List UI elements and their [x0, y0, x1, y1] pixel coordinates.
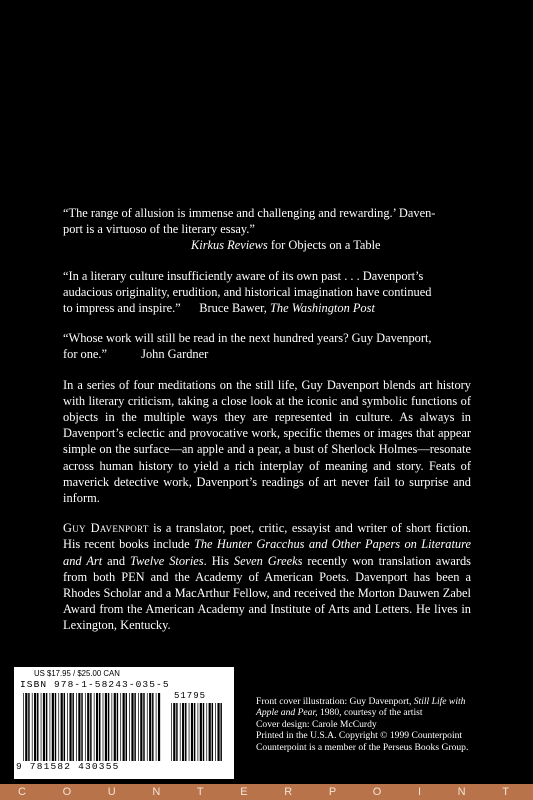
barcode-bar	[108, 693, 109, 761]
barcode-bar	[64, 693, 65, 761]
barcode-bar	[147, 693, 148, 761]
attribution-rest: for Objects on a Table	[267, 238, 381, 253]
barcode-bar	[180, 703, 181, 761]
barcode-bar	[81, 693, 82, 761]
isbn-text: ISBN 978-1-58243-035-5	[20, 679, 170, 690]
bio-text: . His	[203, 553, 234, 568]
credit-line: Counterpoint is a member of the Perseus Books Group.	[256, 741, 469, 753]
barcode-bar	[176, 703, 177, 761]
barcode-bar	[156, 693, 157, 761]
barcode-bar	[203, 703, 204, 761]
credit-line	[256, 696, 526, 707]
barcode-bar	[123, 693, 125, 761]
quote-gardner	[63, 330, 471, 362]
bio-text: is a translator, poet, critic, essayist and writer of short fiction. His recent books include	[63, 521, 471, 552]
quote-last-line	[63, 300, 471, 316]
publisher-letter: R	[284, 786, 295, 798]
credit-line	[256, 707, 526, 718]
quote-last-line	[63, 346, 471, 362]
barcode-bar	[23, 693, 24, 761]
barcode-bar	[112, 693, 113, 761]
price-text: US $17.95 / $25.00 CAN	[34, 669, 120, 678]
barcode-bar	[220, 703, 221, 761]
credit-line: Cover design: Carole McCurdy	[256, 718, 377, 730]
publisher-letter: U	[107, 786, 118, 798]
publisher-letter: E	[240, 786, 250, 798]
barcode-bar	[46, 693, 47, 761]
barcode-bar	[171, 703, 172, 761]
quote-bawer	[63, 268, 471, 317]
quote-line: to impress and inspire.”	[63, 301, 181, 316]
barcode-bar	[120, 693, 121, 761]
barcode-bar	[129, 693, 130, 761]
barcode-bar	[134, 693, 135, 761]
attribution-source: The Washington Post	[270, 301, 375, 316]
book-title: Twelve Stories	[130, 553, 204, 568]
barcode-bar	[69, 693, 71, 761]
attribution-source: Kirkus Reviews	[191, 238, 268, 253]
quote-kirkus	[63, 205, 471, 254]
barcode-bar	[217, 703, 219, 761]
barcode-bar	[85, 693, 86, 761]
quote-line: for one.”	[63, 347, 108, 362]
barcode-bar	[131, 693, 133, 761]
ean-digits: 9 781582 430355	[16, 761, 120, 772]
back-cover-text	[63, 205, 471, 648]
author-name: Guy Davenport	[63, 521, 149, 536]
book-description: In a series of four meditations on the still life, Guy Davenport blends art history with literary criticism, taking a close look at the iconic and symbolic functions of objects in the multiple ways they are represented in culture. As always in Davenport’s eclectic and provocative work, specific themes or images that appear simple on the surface—an apple and a pear, a bust of Sherlock Holmes—resonate across human history to yield a rich interplay of meaning and story. Feats of maverick detective work, Davenport’s readings of art never fail to surprise and inform.	[63, 377, 471, 506]
cover-credits	[256, 696, 526, 753]
bio-text: recently won translation awards from both PEN and the Academy of American Poets. Davenport has been a Rhodes Scholar and a MacArthur Fellow, and received the Morton Dauwen Zabel Award from the American Academy and Institute of Arts and Letters. He lives in Lexington, Kentucky.	[63, 553, 471, 633]
barcode-bar	[212, 703, 213, 761]
publisher-letter: O	[62, 786, 74, 798]
quote-attribution	[63, 237, 471, 253]
publisher-letter: N	[457, 786, 468, 798]
barcode-bar	[28, 693, 29, 761]
book-title: Seven Greeks	[233, 553, 303, 568]
publisher-band	[0, 784, 533, 800]
barcode-bar	[185, 703, 186, 761]
barcode-bar	[114, 693, 116, 761]
barcode-bar	[138, 693, 139, 761]
barcode-bar	[105, 693, 107, 761]
barcode-bar	[72, 693, 73, 761]
barcode-bar	[198, 703, 199, 761]
barcode-bar	[43, 693, 45, 761]
quote-line: “The range of allusion is immense and challenging and rewarding.’ Daven-	[63, 206, 436, 220]
attribution-name: John Gardner	[141, 347, 209, 362]
publisher-letter: C	[18, 786, 28, 798]
barcode-bar	[76, 693, 77, 761]
barcode-bar	[126, 693, 127, 761]
credit-text: Front cover illustration: Guy Davenport,	[256, 696, 414, 707]
barcode-bar	[96, 693, 98, 761]
barcode-bar	[103, 693, 104, 761]
publisher-letter: N	[152, 786, 163, 798]
barcode-bar	[194, 703, 195, 761]
barcode-bar	[61, 693, 63, 761]
barcode-bar	[50, 693, 51, 761]
addon-digits: 51795	[174, 691, 207, 701]
barcode-bar	[143, 693, 144, 761]
attribution-name: Bruce Bawer,	[199, 301, 271, 316]
book-title: The Hunter Gracchus and Other Papers on Literature and Art	[63, 537, 471, 568]
publisher-letter: P	[328, 786, 339, 798]
barcode-bar	[182, 703, 184, 761]
barcode-bar	[117, 693, 118, 761]
publisher-letter: I	[417, 786, 424, 798]
barcode-bar	[140, 693, 142, 761]
barcode-bar	[55, 693, 56, 761]
barcode-bar	[209, 703, 211, 761]
author-bio	[63, 520, 471, 633]
credit-italic: Apple and Pear,	[256, 707, 318, 719]
quote-line: audacious originality, erudition, and historical imagination have continued	[63, 284, 432, 299]
bio-text: and	[102, 553, 131, 568]
barcode-bar	[206, 703, 207, 761]
barcode-bar	[34, 693, 36, 761]
credit-line: Printed in the U.S.A. Copyright © 1999 Counterpoint	[256, 730, 463, 742]
quote-line: “Whose work will still be read in the next hundred years? Guy Davenport,	[63, 331, 432, 346]
barcode-bar	[67, 693, 68, 761]
publisher-letter: T	[196, 786, 206, 798]
quote-line: “In a literary culture insufficiently aware of its own past . . . Davenport’s	[63, 268, 424, 283]
addon-barcode	[170, 703, 226, 761]
ean-barcode	[22, 693, 162, 761]
barcode-bar	[94, 693, 95, 761]
publisher-letter: T	[502, 786, 511, 798]
barcode-bar	[25, 693, 27, 761]
credit-text: 1980, courtesy of the artist	[317, 707, 423, 719]
barcode-bar	[173, 703, 175, 761]
barcode-bar	[149, 693, 151, 761]
barcode-bar	[90, 693, 91, 761]
barcode-bar	[191, 703, 193, 761]
barcode-bar	[99, 693, 100, 761]
barcode-bar	[87, 693, 89, 761]
barcode-bar	[189, 703, 190, 761]
barcode-bar	[215, 703, 216, 761]
barcode-bar	[200, 703, 202, 761]
credit-italic: Still Life with	[413, 696, 466, 707]
barcode-bar	[158, 693, 160, 761]
barcode-bar	[37, 693, 38, 761]
barcode-bar	[58, 693, 59, 761]
barcode-bar	[78, 693, 80, 761]
barcode-bar	[41, 693, 42, 761]
barcode-label	[14, 667, 234, 779]
barcode-bar	[52, 693, 54, 761]
quote-line: port is a virtuoso of the literary essay.”	[63, 222, 255, 237]
barcode-bar	[152, 693, 153, 761]
publisher-letter: O	[372, 786, 384, 798]
barcode-bar	[32, 693, 33, 761]
